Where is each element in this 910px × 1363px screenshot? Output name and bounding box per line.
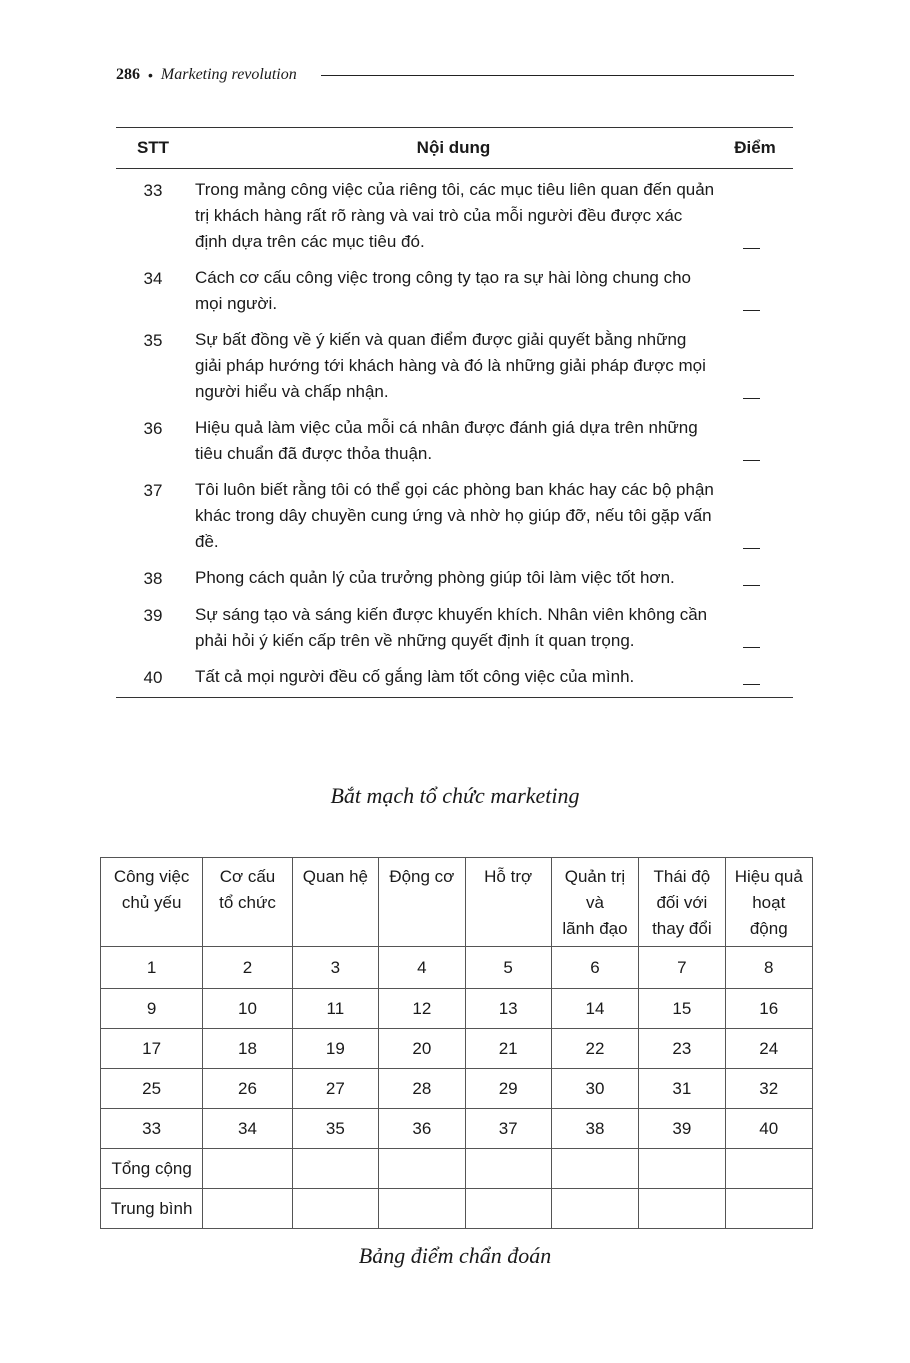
grid-cell: 35	[292, 1109, 378, 1149]
score-blank[interactable]	[717, 664, 793, 691]
survey-row	[116, 602, 793, 654]
grid-column-header	[551, 858, 638, 947]
empty-score-cell[interactable]	[292, 1189, 378, 1229]
score-blank[interactable]	[717, 565, 793, 592]
blank-line	[743, 460, 760, 461]
stt-header: STT	[136, 138, 170, 157]
grid-cell: 6	[551, 947, 638, 989]
score-blank[interactable]	[717, 477, 793, 555]
survey-row	[116, 177, 793, 255]
blank-line	[743, 647, 760, 648]
page-number: 286	[116, 66, 140, 83]
grid-body	[101, 947, 813, 1229]
grid-cell: 27	[292, 1069, 378, 1109]
header-line: Hỗ trợ	[484, 867, 533, 886]
grid-cell: 2	[203, 947, 292, 989]
grid-cell: 25	[101, 1069, 203, 1109]
empty-score-cell[interactable]	[465, 1189, 551, 1229]
item-number: 38	[143, 569, 163, 588]
grid-cell: 20	[379, 1029, 465, 1069]
grid-caption: Bảng điểm chẩn đoán	[358, 1243, 552, 1268]
item-text: Tất cả mọi người đều cố gắng làm tốt công việc của mình.	[195, 667, 635, 686]
bullet-separator: •	[148, 67, 153, 83]
empty-score-cell[interactable]	[203, 1189, 292, 1229]
grid-column-header	[725, 858, 812, 947]
item-number: 33	[143, 181, 163, 200]
grid-cell: 26	[203, 1069, 292, 1109]
grid-cell: 33	[101, 1109, 203, 1149]
empty-score-cell[interactable]	[203, 1149, 292, 1189]
score-blank[interactable]	[717, 415, 793, 467]
diagnostic-grid	[100, 857, 813, 1229]
empty-score-cell[interactable]	[639, 1189, 725, 1229]
grid-cell: 23	[639, 1029, 725, 1069]
header-line: hoạt	[752, 893, 786, 912]
survey-row	[116, 477, 793, 555]
grid-row	[101, 1109, 813, 1149]
score-blank[interactable]	[717, 265, 793, 317]
blank-line	[743, 548, 760, 549]
grid-cell: 28	[379, 1069, 465, 1109]
grid-cell: 3	[292, 947, 378, 989]
grid-cell: 17	[101, 1029, 203, 1069]
grid-column-header	[203, 858, 292, 947]
item-text: Sự bất đồng về ý kiến và quan điểm được giải quyết bằng những giải pháp hướng tới khách hàng và đó là những giải pháp được mọi người hiểu và chấp nhận.	[195, 330, 706, 401]
grid-cell: 24	[725, 1029, 812, 1069]
empty-score-cell[interactable]	[379, 1149, 465, 1189]
survey-row	[116, 565, 793, 592]
grid-cell: 4	[379, 947, 465, 989]
grid-row	[101, 947, 813, 989]
blank-line	[743, 398, 760, 399]
score-blank[interactable]	[717, 327, 793, 405]
item-text: Tôi luôn biết rằng tôi có thể gọi các phòng ban khác hay các bộ phận khác trong dây chuyền cung ứng và nhờ họ giúp đỡ, nếu tôi gặp vấn đề.	[195, 480, 714, 551]
grid-cell: 18	[203, 1029, 292, 1069]
blank-line	[743, 248, 760, 249]
empty-score-cell[interactable]	[292, 1149, 378, 1189]
survey-row	[116, 415, 793, 467]
item-number: 34	[143, 269, 163, 288]
item-text: Trong mảng công việc của riêng tôi, các mục tiêu liên quan đến quản trị khách hàng rất rõ ràng và vai trò của mỗi người đều được xác định dựa trên các mục tiêu đó.	[195, 180, 715, 251]
grid-column-header	[101, 858, 203, 947]
grid-cell: 12	[379, 989, 465, 1029]
content-header: Nội dung	[416, 138, 491, 157]
item-number: 37	[143, 481, 163, 500]
grid-cell: 34	[203, 1109, 292, 1149]
survey-row	[116, 327, 793, 405]
grid-cell: 19	[292, 1029, 378, 1069]
average-row	[101, 1189, 813, 1229]
survey-caption: Bắt mạch tổ chức marketing	[330, 783, 580, 808]
empty-score-cell[interactable]	[725, 1149, 812, 1189]
item-text: Sự sáng tạo và sáng kiến được khuyến khích. Nhân viên không cần phải hỏi ý kiến cấp trên về những quyết định ít quan trọng.	[195, 605, 708, 650]
grid-column-header	[639, 858, 725, 947]
grid-cell: 16	[725, 989, 812, 1029]
survey-table	[116, 127, 793, 698]
grid-row	[101, 989, 813, 1029]
grid-header-row	[101, 858, 813, 947]
empty-score-cell[interactable]	[639, 1149, 725, 1189]
score-blank[interactable]	[717, 177, 793, 255]
header-rule	[321, 75, 794, 76]
item-number: 35	[143, 331, 163, 350]
grid-cell: 32	[725, 1069, 812, 1109]
header-line: động	[749, 919, 788, 938]
survey-row	[116, 265, 793, 317]
header-line: Thái độ	[653, 867, 711, 886]
grid-cell: 22	[551, 1029, 638, 1069]
total-row	[101, 1149, 813, 1189]
header-line: Cơ cấu	[219, 867, 276, 886]
empty-score-cell[interactable]	[551, 1189, 638, 1229]
header-line: đối với	[656, 893, 708, 912]
total-row-label: Tổng cộng	[101, 1149, 203, 1189]
grid-cell: 31	[639, 1069, 725, 1109]
book-title: Marketing revolution	[160, 66, 297, 83]
running-head	[116, 64, 794, 86]
header-line: Công việc	[113, 867, 190, 886]
empty-score-cell[interactable]	[725, 1189, 812, 1229]
header-line: thay đổi	[652, 919, 712, 938]
header-line: lãnh đạo	[562, 919, 628, 938]
header-line: Quan hệ	[302, 867, 368, 886]
grid-column-header	[292, 858, 378, 947]
blank-line	[743, 684, 760, 685]
header-line: Quản trị	[564, 867, 626, 886]
empty-score-cell[interactable]	[379, 1189, 465, 1229]
grid-cell: 13	[465, 989, 551, 1029]
grid-cell: 5	[465, 947, 551, 989]
item-text: Hiệu quả làm việc của mỗi cá nhân được đánh giá dựa trên những tiêu chuẩn đã được thỏa thuận.	[195, 418, 698, 463]
grid-cell: 1	[101, 947, 203, 989]
header-line: Động cơ	[389, 867, 455, 886]
item-number: 39	[143, 606, 163, 625]
grid-cell: 21	[465, 1029, 551, 1069]
score-header: Điểm	[734, 138, 776, 157]
item-text: Cách cơ cấu công việc trong công ty tạo ra sự hài lòng chung cho mọi người.	[195, 268, 691, 313]
survey-rows	[116, 169, 793, 697]
grid-cell: 7	[639, 947, 725, 989]
grid-cell: 9	[101, 989, 203, 1029]
item-text: Phong cách quản lý của trưởng phòng giúp tôi làm việc tốt hơn.	[195, 568, 675, 587]
grid-cell: 15	[639, 989, 725, 1029]
grid-cell: 39	[639, 1109, 725, 1149]
grid-cell: 29	[465, 1069, 551, 1109]
grid-column-header	[465, 858, 551, 947]
grid-row	[101, 1029, 813, 1069]
header-line: tổ chức	[219, 893, 276, 912]
grid-row	[101, 1069, 813, 1109]
score-blank[interactable]	[717, 602, 793, 654]
grid-cell: 30	[551, 1069, 638, 1109]
grid-cell: 38	[551, 1109, 638, 1149]
grid-cell: 8	[725, 947, 812, 989]
grid-cell: 14	[551, 989, 638, 1029]
grid-cell: 36	[379, 1109, 465, 1149]
empty-score-cell[interactable]	[465, 1149, 551, 1189]
average-row-label: Trung bình	[101, 1189, 203, 1229]
survey-row	[116, 664, 793, 691]
blank-line	[743, 310, 760, 311]
grid-cell: 11	[292, 989, 378, 1029]
header-line: Hiệu quả	[734, 867, 803, 886]
header-line: chủ yếu	[121, 893, 182, 912]
survey-header	[116, 128, 793, 169]
empty-score-cell[interactable]	[551, 1149, 638, 1189]
grid-cell: 37	[465, 1109, 551, 1149]
item-number: 36	[143, 419, 163, 438]
grid-cell: 40	[725, 1109, 812, 1149]
grid-cell: 10	[203, 989, 292, 1029]
header-line: và	[585, 893, 604, 912]
grid-column-header	[379, 858, 465, 947]
item-number: 40	[143, 668, 163, 687]
blank-line	[743, 585, 760, 586]
